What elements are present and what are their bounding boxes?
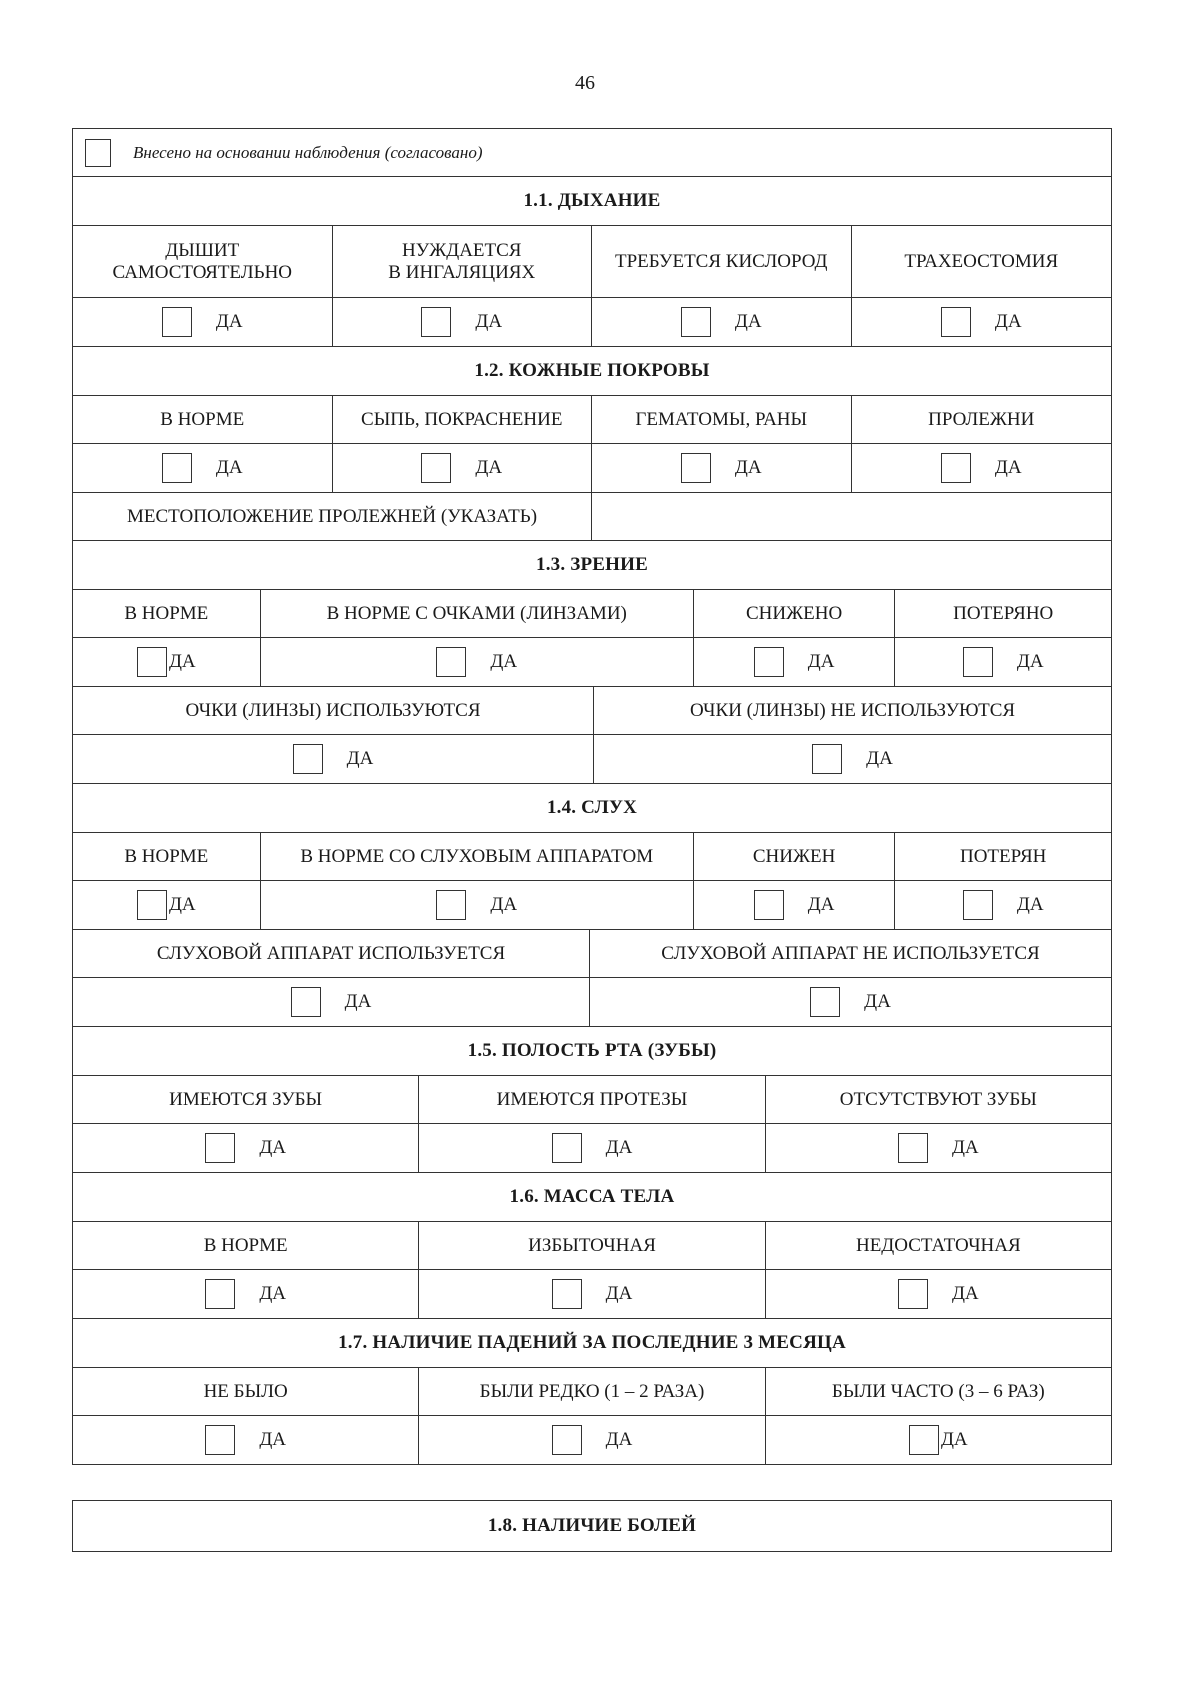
yes-label: ДА: [259, 1429, 286, 1451]
yes-checkbox[interactable]: [205, 1425, 235, 1455]
yes-checkbox[interactable]: [681, 307, 711, 337]
breathing-checkbox-row: [72, 298, 1112, 347]
yes-checkbox[interactable]: [421, 453, 451, 483]
mouth-checkbox-row: [72, 1124, 1112, 1173]
yes-checkbox[interactable]: [963, 890, 993, 920]
section-title: 1.8. НАЛИЧИЕ БОЛЕЙ: [487, 1515, 697, 1537]
section-title: 1.7. НАЛИЧИЕ ПАДЕНИЙ ЗА ПОСЛЕДНИЕ 3 МЕСЯЦА: [338, 1332, 846, 1354]
yes-label: ДА: [605, 1283, 633, 1305]
yes-label: ДА: [864, 991, 891, 1013]
yes-checkbox[interactable]: [681, 453, 711, 483]
yes-cell: [766, 1270, 1111, 1318]
glasses-checkbox-row: [72, 735, 1112, 784]
yes-checkbox[interactable]: [754, 890, 784, 920]
yes-cell: [852, 444, 1112, 492]
yes-label: ДА: [807, 894, 835, 916]
yes-checkbox[interactable]: [909, 1425, 939, 1455]
yes-label: ДА: [215, 457, 243, 479]
yes-checkbox[interactable]: [963, 647, 993, 677]
glasses-use-row: [72, 687, 1112, 735]
yes-label: ДА: [168, 651, 196, 673]
hearing-options-row: [72, 833, 1112, 881]
yes-cell: [694, 881, 896, 929]
yes-label: ДА: [866, 748, 893, 770]
yes-label: ДА: [1016, 894, 1044, 916]
option-label: ТРЕБУЕТСЯ КИСЛОРОД: [592, 226, 852, 297]
yes-checkbox[interactable]: [754, 647, 784, 677]
option-label: ИМЕЮТСЯ ЗУБЫ: [73, 1076, 419, 1123]
yes-cell: [73, 1124, 419, 1172]
yes-checkbox[interactable]: [436, 647, 466, 677]
yes-cell: [261, 881, 694, 929]
yes-checkbox[interactable]: [898, 1279, 928, 1309]
yes-checkbox[interactable]: [137, 647, 167, 677]
bedsore-location-row: [72, 493, 1112, 541]
option-label: В НОРМЕ СО СЛУХОВЫМ АППАРАТОМ: [261, 833, 694, 880]
option-label: ИЗБЫТОЧНАЯ: [419, 1222, 765, 1269]
body-mass-options-row: [72, 1222, 1112, 1270]
yes-label: ДА: [168, 894, 196, 916]
yes-cell: [766, 1124, 1111, 1172]
yes-label: ДА: [605, 1137, 633, 1159]
yes-checkbox[interactable]: [552, 1133, 582, 1163]
option-label: СЫПЬ, ПОКРАСНЕНИЕ: [333, 396, 593, 443]
yes-label: ДА: [734, 457, 762, 479]
yes-cell: [333, 298, 593, 346]
yes-label: ДА: [807, 651, 835, 673]
option-label: ПРОЛЕЖНИ: [928, 408, 1035, 430]
yes-label: ДА: [490, 894, 518, 916]
yes-checkbox[interactable]: [205, 1133, 235, 1163]
yes-checkbox[interactable]: [810, 987, 840, 1017]
section-title: 1.2. КОЖНЫЕ ПОКРОВЫ: [474, 360, 710, 382]
skin-options-row: [72, 396, 1112, 444]
yes-cell: [419, 1124, 765, 1172]
page-number: 46: [575, 72, 595, 94]
yes-label: ДА: [215, 311, 243, 333]
yes-cell: [592, 298, 852, 346]
yes-checkbox[interactable]: [552, 1279, 582, 1309]
yes-label: ДА: [475, 457, 503, 479]
section-header-mouth: [72, 1027, 1112, 1076]
yes-cell: [419, 1416, 765, 1464]
option-label: БЫЛИ ЧАСТО (3 – 6 РАЗ): [831, 1380, 1045, 1402]
hearing-aid-checkbox-row: [72, 978, 1112, 1027]
note-checkbox[interactable]: [85, 139, 111, 167]
yes-checkbox[interactable]: [812, 744, 842, 774]
option-label: ГЕМАТОМЫ, РАНЫ: [592, 396, 852, 443]
option-label: ДЫШИТ САМОСТОЯТЕЛЬНО: [73, 226, 333, 297]
option-label: ОЧКИ (ЛИНЗЫ) ИСПОЛЬЗУЮТСЯ: [73, 687, 594, 734]
hearing-checkbox-row: [72, 881, 1112, 930]
option-label: ПОТЕРЯНО: [953, 602, 1054, 624]
yes-checkbox[interactable]: [552, 1425, 582, 1455]
option-label: ОТСУТСТВУЮТ ЗУБЫ: [839, 1088, 1037, 1110]
option-label: В НОРМЕ: [73, 833, 261, 880]
yes-cell: [895, 638, 1111, 686]
section-header-vision: [72, 541, 1112, 590]
yes-label: ДА: [994, 311, 1022, 333]
falls-checkbox-row: [72, 1416, 1112, 1465]
yes-label: ДА: [259, 1283, 286, 1305]
note-text: Внесено на основании наблюдения (согласовано): [133, 142, 483, 162]
breathing-options-row: [72, 226, 1112, 298]
vision-checkbox-row: [72, 638, 1112, 687]
yes-cell: [73, 1270, 419, 1318]
option-label: В НОРМЕ: [73, 590, 261, 637]
section-header-body-mass: [72, 1173, 1112, 1222]
yes-checkbox[interactable]: [162, 307, 192, 337]
option-label: СНИЖЕН: [694, 833, 896, 880]
note-row: [72, 128, 1112, 177]
yes-label: ДА: [951, 1137, 979, 1159]
yes-cell: [419, 1270, 765, 1318]
yes-label: ДА: [605, 1429, 633, 1451]
yes-checkbox[interactable]: [162, 453, 192, 483]
falls-options-row: [72, 1368, 1112, 1416]
section-title: 1.1. ДЫХАНИЕ: [523, 190, 661, 212]
section-header-pain: [72, 1500, 1112, 1552]
yes-label: ДА: [344, 991, 372, 1013]
yes-checkbox[interactable]: [137, 890, 167, 920]
yes-cell: [73, 735, 594, 783]
yes-cell: [592, 444, 852, 492]
section-header-hearing: [72, 784, 1112, 833]
yes-checkbox[interactable]: [941, 307, 971, 337]
yes-label: ДА: [951, 1283, 979, 1305]
note-cell: [73, 129, 1111, 176]
yes-cell: [594, 735, 1111, 783]
yes-checkbox[interactable]: [293, 744, 323, 774]
vision-options-row: [72, 590, 1112, 638]
yes-cell: [852, 298, 1112, 346]
yes-checkbox[interactable]: [421, 307, 451, 337]
option-label: ПОТЕРЯН: [959, 845, 1047, 867]
hearing-aid-use-row: [72, 930, 1112, 978]
mouth-options-row: [72, 1076, 1112, 1124]
yes-label: ДА: [259, 1137, 286, 1159]
option-label: ОЧКИ (ЛИНЗЫ) НЕ ИСПОЛЬЗУЮТСЯ: [689, 699, 1016, 721]
yes-cell: [73, 881, 261, 929]
pain-section: [72, 1500, 1112, 1552]
section-title: 1.5. ПОЛОСТЬ РТА (ЗУБЫ): [467, 1040, 717, 1062]
option-label: ИМЕЮТСЯ ПРОТЕЗЫ: [419, 1076, 765, 1123]
yes-cell: [590, 978, 1111, 1026]
option-label: НУЖДАЕТСЯ В ИНГАЛЯЦИЯХ: [333, 226, 593, 297]
yes-cell: [895, 881, 1111, 929]
option-label: СЛУХОВОЙ АППАРАТ ИСПОЛЬЗУЕТСЯ: [73, 930, 590, 977]
option-label: В НОРМЕ: [73, 1222, 419, 1269]
yes-checkbox[interactable]: [941, 453, 971, 483]
yes-label: ДА: [475, 311, 503, 333]
option-label: ТРАХЕОСТОМИЯ: [904, 250, 1059, 272]
assessment-form: [72, 128, 1112, 1465]
section-title: 1.6. МАССА ТЕЛА: [509, 1186, 675, 1208]
yes-label: ДА: [940, 1429, 968, 1451]
section-header-breathing: [72, 177, 1112, 226]
yes-label: ДА: [994, 457, 1022, 479]
bedsore-location-field[interactable]: [592, 493, 1111, 540]
body-mass-checkbox-row: [72, 1270, 1112, 1319]
yes-label: ДА: [490, 651, 518, 673]
yes-label: ДА: [1016, 651, 1044, 673]
yes-cell: [694, 638, 896, 686]
option-label: В НОРМЕ: [73, 396, 333, 443]
option-label: НЕ БЫЛО: [73, 1368, 419, 1415]
yes-cell: [261, 638, 694, 686]
option-label: СНИЖЕНО: [694, 590, 896, 637]
yes-cell: [73, 1416, 419, 1464]
yes-checkbox[interactable]: [291, 987, 321, 1017]
section-header-falls: [72, 1319, 1112, 1368]
yes-label: ДА: [734, 311, 762, 333]
yes-label: ДА: [346, 748, 374, 770]
yes-cell: [73, 298, 333, 346]
section-title: 1.4. СЛУХ: [546, 797, 638, 819]
yes-cell: [73, 978, 590, 1026]
option-label: СЛУХОВОЙ АППАРАТ НЕ ИСПОЛЬЗУЕТСЯ: [661, 942, 1040, 964]
section-header-skin: [72, 347, 1112, 396]
option-label: НЕДОСТАТОЧНАЯ: [855, 1234, 1021, 1256]
yes-cell: [333, 444, 593, 492]
yes-cell: [766, 1416, 1111, 1464]
section-title: 1.3. ЗРЕНИЕ: [536, 554, 648, 576]
yes-checkbox[interactable]: [898, 1133, 928, 1163]
option-label: БЫЛИ РЕДКО (1 – 2 РАЗА): [419, 1368, 765, 1415]
option-label: В НОРМЕ С ОЧКАМИ (ЛИНЗАМИ): [261, 590, 694, 637]
skin-checkbox-row: [72, 444, 1112, 493]
yes-checkbox[interactable]: [436, 890, 466, 920]
yes-checkbox[interactable]: [205, 1279, 235, 1309]
yes-cell: [73, 638, 261, 686]
bedsore-location-label: МЕСТОПОЛОЖЕНИЕ ПРОЛЕЖНЕЙ (УКАЗАТЬ): [73, 493, 592, 540]
yes-cell: [73, 444, 333, 492]
